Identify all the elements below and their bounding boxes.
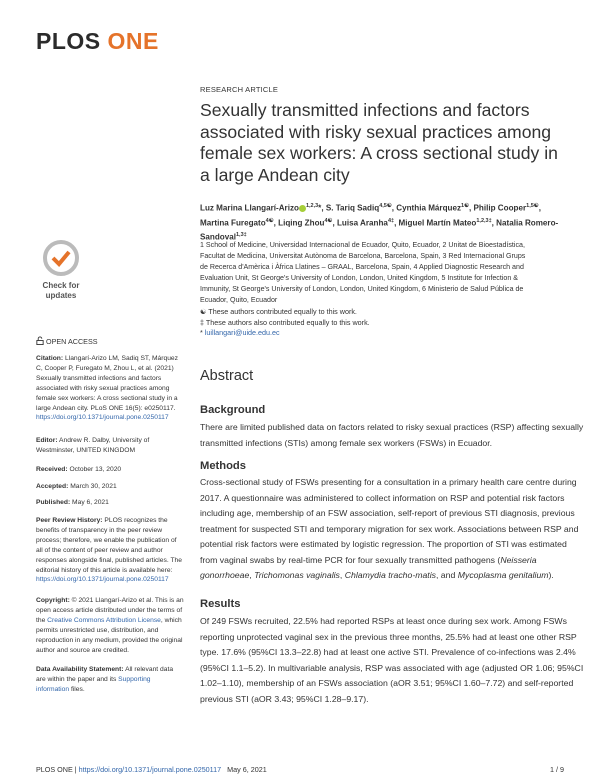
abstract-heading: Abstract: [200, 368, 254, 384]
accepted-block: [36, 482, 184, 492]
citation-text: Llangarí-Arizo LM, Sadiq ST, Márquez C, Cooper P, Furegato M, Zhou L, et al. (2021) Sexually transmitted infections and factors associated with risky sexual practices among female sex workers: A cross sectional study in a large Andean city. PLoS ONE 16(5): e0250117.: [36, 355, 178, 412]
author-list: Luz Marina Llangarí-Arizo $^{1,2,3}$*, S. Tariq Sadiq$^{4,5☯}$, Cynthia Márquez$^{1☯}$, Philip Cooper$^{1,5☯}$, Martina Furegato$^{4☯}$, Liqing Zhou$^{4☯}$, Luisa Aranha$^{4\ddagger}$, Miguel Martín Mateo$^{1,2,3\ddagger}$, Natalia Romero-Sandoval$^{1,3\ddagger}$: [200, 203, 559, 243]
logo-one: ONE: [107, 28, 159, 54]
published-label: Published:: [36, 499, 71, 506]
also-contribution-note: ‡ These authors also contributed equally to this work.: [200, 317, 370, 327]
author-notes: [200, 307, 570, 339]
accepted-text: March 30, 2021: [68, 483, 117, 490]
license-link[interactable]: Creative Commons Attribution License: [47, 616, 161, 624]
copyright-text-end: , which permits unrestricted use, distribution, and reproduction in any medium, provided the original author and source are credited.: [36, 616, 183, 654]
email-prefix: *: [200, 328, 205, 337]
copyright-block: [36, 596, 184, 655]
editor-text: Andrew R. Dalby, University of Westminster, UNITED KINGDOM: [36, 437, 150, 454]
peer-review-block: [36, 516, 184, 585]
check-for-updates-badge[interactable]: [36, 238, 86, 313]
citation-block: [36, 354, 184, 423]
data-availability-text: All relevant data are within the paper and its: [36, 666, 174, 683]
methods-heading: Methods: [200, 460, 246, 472]
published-block: [36, 498, 184, 508]
open-access-text: OPEN ACCESS: [46, 337, 98, 346]
check-updates-line2: updates: [45, 291, 77, 300]
peer-review-link[interactable]: https://doi.org/10.1371/journal.pone.0250117: [36, 576, 169, 584]
received-block: [36, 465, 184, 475]
results-heading: Results: [200, 598, 241, 610]
open-access-label: [36, 336, 98, 346]
journal-logo: [36, 30, 159, 53]
copyright-label: Copyright:: [36, 597, 70, 604]
check-updates-icon: [36, 238, 86, 308]
page-footer: [36, 765, 566, 774]
citation-doi-link[interactable]: https://doi.org/10.1371/journal.pone.0250117: [36, 414, 169, 422]
email-link[interactable]: luillangari@uide.edu.ec: [204, 328, 280, 337]
open-lock-icon: [36, 336, 44, 345]
data-availability-block: [36, 665, 184, 695]
article-title: Sexually transmitted infections and factors associated with risky sexual practices among female sex workers: A cross sectional study in a large Andean city: [200, 100, 558, 185]
equal-contribution-note: ☯ These authors contributed equally to this work.: [200, 307, 357, 316]
footer-doi-link[interactable]: https://doi.org/10.1371/journal.pone.0250117: [78, 765, 222, 774]
accepted-label: Accepted:: [36, 483, 69, 490]
footer-journal: PLOS ONE |: [36, 765, 79, 774]
corresponding-email: [200, 328, 570, 339]
data-availability-label: Data Availability Statement:: [36, 666, 124, 673]
methods-text: Cross-sectional study of FSWs presenting for a consultation in a primary health care centre during 2017. A questionnaire was administered to collect information on RSP and potential risk factors including age, membership of an FSW association, self-report of previous STI diagnosis, previous treatment for suspected STI and temporary migration for sex work. Associations between RSP and potential risk factors were estimated by logistic regression. The proportion of STI was estimated from vaginal swabs by real-time PCR for four sexually transmitted pathogens (Neisseria gonorrhoeae, Trichomonas vaginalis, Chlamydia tracho-matis, and Mycoplasma genitalium).: [200, 477, 579, 580]
citation-label: Citation:: [36, 355, 64, 362]
peer-review-text: PLOS recognizes the benefits of transparency in the peer review process; therefore, we enable the publication of all of the content of peer review and author responses alongside final, published articles. The editorial history of this article is available here:: [36, 517, 182, 574]
background-text: There are limited published data on factors related to risky sexual practices (RSP) affecting sexually transmitted infections (STIs) among female sex workers (FSWs) in Ecuador.: [200, 422, 584, 448]
check-updates-line1: Check for: [42, 281, 80, 290]
data-availability-text-end: files.: [69, 685, 85, 693]
peer-review-label: Peer Review History:: [36, 517, 103, 524]
supporting-info-link[interactable]: Supporting information: [36, 675, 151, 693]
results-text: Of 249 FSWs recruited, 22.5% had reported RSPs at least once during sex work. Among FSWs reporting unprotected vaginal sex in the previous three months, 25.5% had at least one other RSP type. 17.6% (95%CI 13.3–22.8) had at least one active STI. Prevalence of co-infections was 2.4% (95%CI 1.1–5.2). In multivariable analysis, RSP was associated with age (adjusted OR 1.06; 95%CI 1.02–1.10), membership of an FSWs association (aOR 3.51; 95%CI 1.60–7.72) and self-reported previous STI (aOR 3.43; 95%CI 1.28–9.17).: [200, 616, 584, 704]
published-text: May 6, 2021: [70, 499, 109, 506]
received-label: Received:: [36, 466, 68, 473]
page-number: 1 / 9: [550, 765, 564, 774]
article-type: RESEARCH ARTICLE: [200, 85, 279, 94]
received-text: October 13, 2020: [67, 466, 122, 473]
affiliations: 1 School of Medicine, Universidad Internacional de Ecuador, Quito, Ecuador, 2 Unitat de Bioestadística, Facultat de Medicina, Universitat Autònoma de Barcelona, Barcelona, Spain, 3 Red Internacional Grups de Recerca d'Amèrica i Àfrica Llatines – GRAAL, Barcelona, Spain, 4 Applied Diagnostic Research and Evaluation Unit, St George's University of London, London, United Kingdom, 5 Institute for Infection & Immunity, St George's University of London, London, United Kingdom, 6 Ministerio de Salud Pública de Ecuador, Quito, Ecuador: [200, 241, 526, 304]
copyright-text: © 2021 Llangarí-Arizo et al. This is an open access article distributed under the terms of the: [36, 597, 184, 624]
editor-label: Editor:: [36, 437, 58, 444]
editor-block: [36, 436, 184, 456]
background-heading: Background: [200, 404, 266, 416]
logo-plos: PLOS: [36, 28, 101, 54]
footer-date: May 6, 2021: [221, 765, 267, 774]
